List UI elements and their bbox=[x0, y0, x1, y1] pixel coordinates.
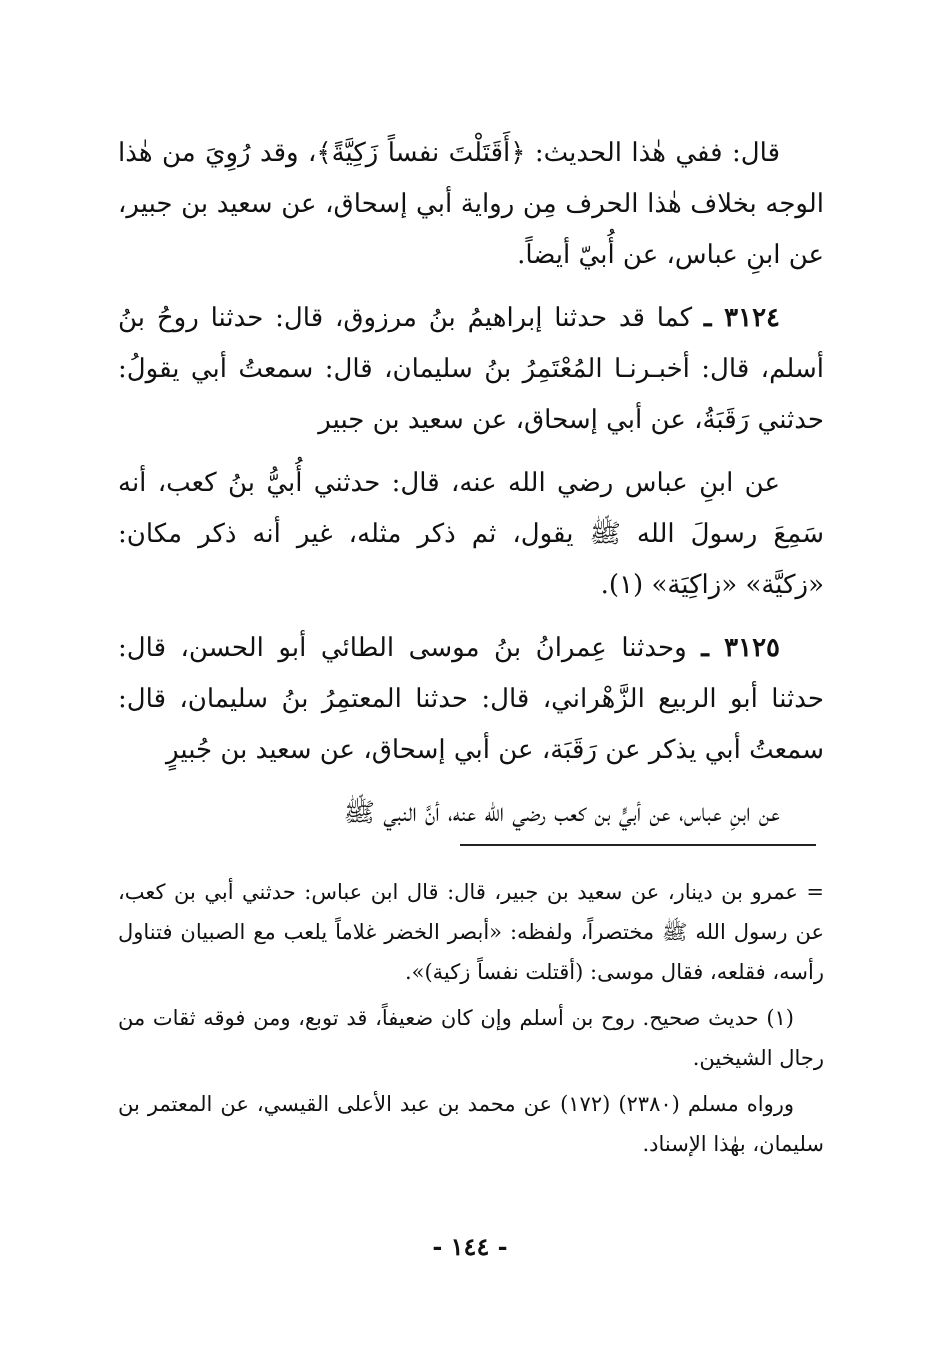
page-number: - ١٤٤ - bbox=[432, 1232, 508, 1261]
hadith-3124-matn bbox=[118, 458, 824, 611]
paragraph-commentary bbox=[118, 128, 824, 281]
main-text bbox=[118, 128, 824, 851]
hadith-chain-text: وحدثنا عِمرانُ بنُ موسى الطائي أبو الحسن، قال: حدثنا أبو الربيع الزَّهْراني، قال: حدثنا المعتمِرُ بنُ سليمان، قال: سمعتُ أبي يذكر عن رَقَبَة، عن أبي إسحاق، عن سعيد بن جُبيرٍ bbox=[118, 633, 824, 765]
hadith-3124 bbox=[118, 293, 824, 446]
footnote-continuation: = عمرو بن دينار، عن سعيد بن جبير، قال: قال ابن عباس: حدثني أبي بن كعب، عن رسول الله ﷺ مختصراً، ولفظه: «أبصر الخضر غلاماً يلعب مع الصبيان فتناول رأسه، فقلعه، فقال موسى: (أقتلت نفساً زكية)». bbox=[118, 880, 824, 984]
footnote-1: (١) حديث صحيح. روح بن أسلم وإن كان ضعيفاً، قد توبع، ومن فوقه ثقات من رجال الشيخين. bbox=[118, 1006, 824, 1070]
footnote-divider bbox=[460, 844, 816, 846]
hadith-number: ٣١٢٥ ـ bbox=[701, 633, 781, 663]
hadith-chain-text: كما قد حدثنا إبراهيمُ بنُ مرزوق، قال: حدثنا روحُ بنُ أسلم، قال: أخبـرنـا المُعْتَمِرُ بنُ سليمان، قال: سمعتُ أبي يقولُ: حدثني رَقَبَةُ، عن أبي إسحاق، عن سعيد بن جبير bbox=[118, 303, 824, 435]
hadith-matn-text: عن ابنِ عباس، عن أبيٍّ بن كعب رضي الله عنه، أنَّ النبي ﷺ bbox=[343, 798, 780, 828]
footnote-1-continued: ورواه مسلم (٢٣٨٠) (١٧٢) عن محمد بن عبد الأعلى القيسي، عن المعتمر بن سليمان، بهٰذا الإسناد. bbox=[118, 1092, 824, 1156]
hadith-number: ٣١٢٤ ـ bbox=[703, 303, 780, 333]
hadith-3125 bbox=[118, 623, 824, 776]
paragraph-text: قال: ففي هٰذا الحديث: ﴿أَقَتَلْتَ نفساً زَكِيَّةً﴾، وقد رُوِيَ من هٰذا الوجه بخلاف هٰذا الحرف مِن رواية أبي إسحاق، عن سعيد بن جبير، عن ابنِ عباس، عن أُبيّ أيضاً. bbox=[118, 138, 824, 270]
footnotes bbox=[118, 872, 824, 1170]
hadith-matn-text: عن ابنِ عباس رضي الله عنه، قال: حدثني أُبيُّ بنُ كعب، أنه سَمِعَ رسولَ الله ﷺ يقول، ثم ذكر مثله، غير أنه ذكر مكان: «زكيَّة» «زاكِيَة» (١). bbox=[118, 468, 824, 600]
hadith-3125-matn bbox=[118, 788, 824, 839]
